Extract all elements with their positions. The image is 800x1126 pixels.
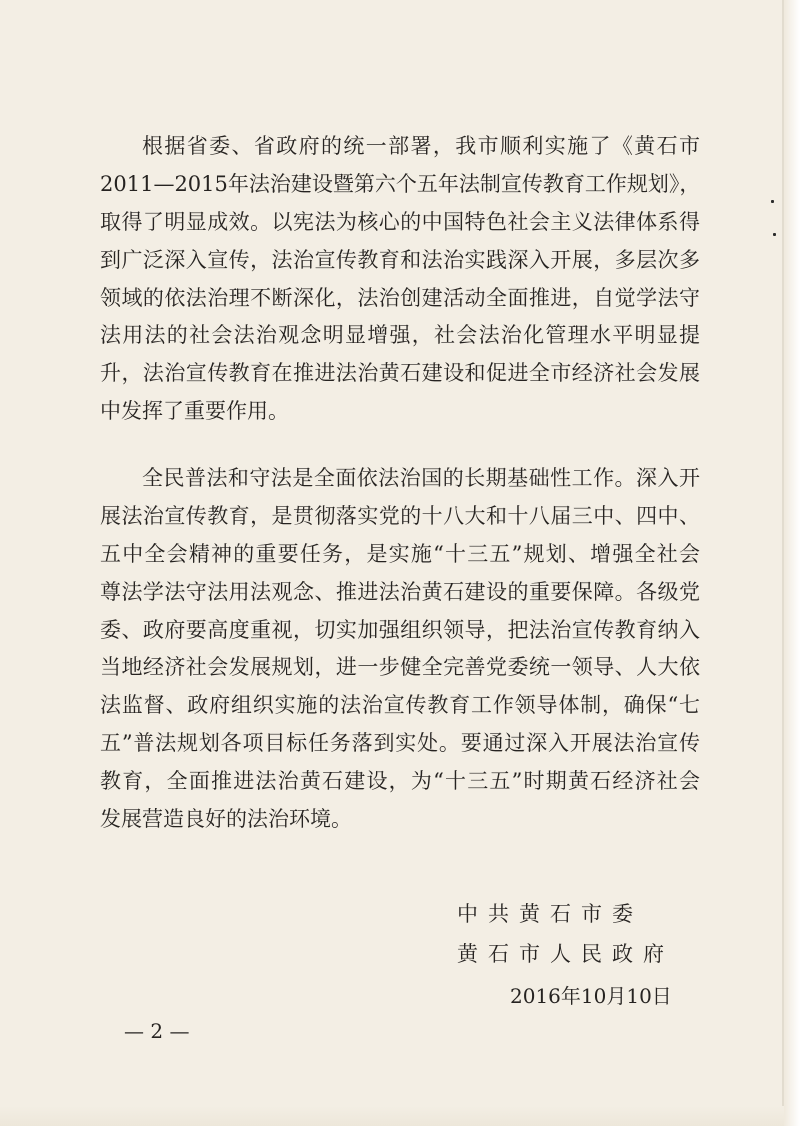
- signature-date: 2016年10月10日: [510, 984, 672, 1008]
- body-paragraph-1: [100, 128, 700, 431]
- paragraph-line: 发展营造良好的法治环境。: [100, 807, 352, 832]
- paragraph-line: 展法治宣传教育，是贯彻落实党的十八大和十八届三中、四中、: [100, 503, 700, 528]
- paragraph-line: 委、政府要高度重视，切实加强组织领导，把法治宣传教育纳入: [100, 617, 700, 642]
- signature-party-committee: 中共黄石市委: [457, 902, 643, 926]
- paragraph-line: 领域的依法治理不断深化，法治创建活动全面推进，自觉学法守: [100, 285, 700, 310]
- scan-speck: [771, 200, 774, 203]
- signature-government: 黄石市人民政府: [457, 942, 674, 966]
- paragraph-line: 到广泛深入宣传，法治宣传教育和法治实践深入开展，多层次多: [100, 247, 700, 272]
- paragraph-line: 五”普法规划各项目标任务落到实处。要通过深入开展法治宣传: [100, 731, 700, 756]
- paragraph-line: 根据省委、省政府的统一部署，我市顺利实施了《黄石市: [142, 134, 700, 158]
- page-number: — 2 —: [124, 1019, 190, 1043]
- paragraph-line: 全民普法和守法是全面依法治国的长期基础性工作。深入开: [142, 466, 700, 490]
- paragraph-line: 五中全会精神的重要任务，是实施“十三五”规划、增强全社会: [100, 541, 700, 566]
- paragraph-line: 尊法学法守法用法观念、推进法治黄石建设的重要保障。各级党: [100, 579, 700, 604]
- paragraph-line: 2011—2015年法治建设暨第六个五年法制宣传教育工作规划》，: [100, 171, 701, 196]
- page-edge: [784, 0, 800, 1126]
- paragraph-line: 当地经济社会发展规划，进一步健全完善党委统一领导、人大依: [100, 655, 700, 680]
- body-paragraph-2: [100, 460, 700, 839]
- page-bottom-edge: [0, 1106, 784, 1126]
- paragraph-line: 教育，全面推进法治黄石建设，为“十三五”时期黄石经济社会: [100, 769, 700, 794]
- paragraph-line: 取得了明显成效。以宪法为核心的中国特色社会主义法律体系得: [100, 209, 700, 234]
- paragraph-line: 升，法治宣传教育在推进法治黄石建设和促进全市经济社会发展: [100, 361, 700, 386]
- paragraph-line: 中发挥了重要作用。: [100, 399, 289, 424]
- scan-speck: [773, 233, 776, 236]
- paragraph-line: 法用法的社会法治观念明显增强，社会法治化管理水平明显提: [100, 323, 700, 348]
- paragraph-line: 法监督、政府组织实施的法治宣传教育工作领导体制，确保“七: [100, 693, 700, 718]
